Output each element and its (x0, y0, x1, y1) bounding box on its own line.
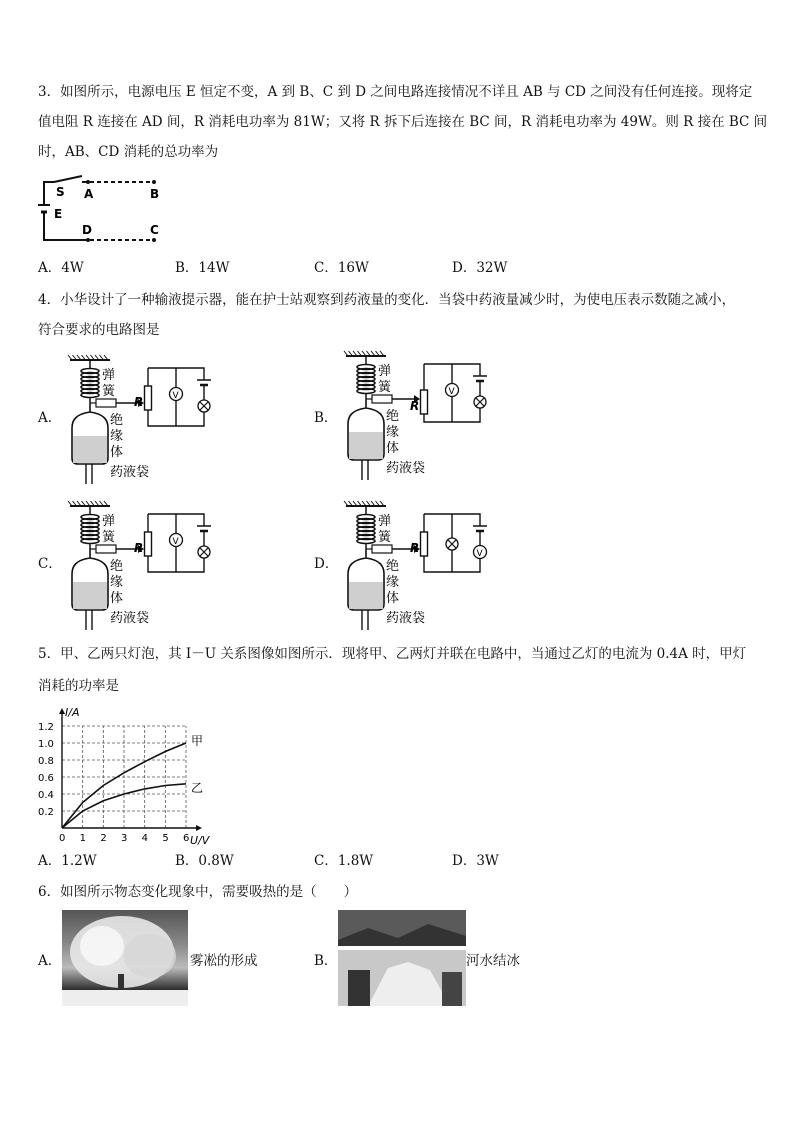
spring-label: 簧 (378, 530, 392, 545)
q5-stem-line2: 消耗的功率是 (38, 678, 119, 694)
spring-coil (357, 539, 375, 544)
q6-option-a-letter[interactable]: A． (38, 953, 62, 969)
insulator-label: 缘 (386, 575, 400, 590)
insulator-label: 体 (386, 591, 400, 606)
iu-chart (30, 700, 210, 847)
insulator-block (96, 545, 116, 553)
spring-coil (357, 389, 375, 394)
x-tick-label: 4 (141, 833, 149, 844)
y-tick-label: 0.8 (38, 756, 54, 767)
q4-circuit-b (342, 350, 492, 485)
q6-stem: 6．如图所示物态变化现象中，需要吸热的是（ ） (38, 884, 358, 900)
spring-label: 弹 (378, 514, 392, 529)
switch-label: S (56, 185, 65, 199)
insulator-block (96, 399, 116, 407)
liquid (73, 436, 107, 463)
q4-option-c-letter[interactable]: C． (38, 556, 62, 572)
resistor (421, 532, 428, 556)
insulator-label: 缘 (386, 425, 400, 440)
insulator-label: 绝 (110, 413, 124, 428)
q3-stem-line1: 3．如图所示，电源电压 E 恒定不变，A 到 B、C 到 D 之间电路连接情况不详且 AB 与 CD 之间没有任何连接。现将定 (38, 84, 753, 100)
q4-stem-line1: 4．小华设计了一种输液提示器，能在护士站观察到药液量的变化．当袋中药液量减少时，为使电压表示数随之减小， (38, 292, 736, 308)
series-label-1: 甲 (191, 734, 204, 748)
spring-coil (81, 393, 99, 398)
y-axis-label: I/A (65, 706, 80, 719)
x-tick-label: 5 (162, 833, 169, 844)
insulator-block (372, 395, 392, 403)
y-tick-label: 1.2 (38, 722, 54, 733)
resistor-label: R (134, 541, 144, 555)
insulator-label: 缘 (110, 429, 124, 444)
insulator-label: 体 (110, 591, 124, 606)
q4-option-d-letter[interactable]: D． (314, 556, 339, 572)
resistor (145, 386, 152, 410)
bag-label: 药液袋 (110, 611, 150, 626)
point-a-label: A (84, 187, 94, 201)
insulator-label: 绝 (386, 409, 400, 424)
liquid (73, 582, 107, 609)
voltmeter-label: V (172, 391, 179, 401)
y-tick-label: 0.6 (38, 773, 54, 784)
q5-stem-line1: 5．甲、乙两只灯泡，其 I－U 关系图像如图所示．现将甲、乙两灯并联在电路中，当通过乙灯的电流为 0.4A 时，甲灯 (38, 646, 747, 662)
q5-option-d[interactable]: D．3W (452, 853, 499, 869)
insulator-label: 体 (386, 441, 400, 456)
x-tick-label: 6 (183, 833, 190, 844)
voltmeter-label: V (476, 549, 483, 559)
q3-option-b[interactable]: B．14W (175, 260, 230, 276)
spring-label: 弹 (102, 368, 116, 383)
q4-stem-line2: 符合要求的电路图是 (38, 322, 160, 338)
series-label-2: 乙 (191, 780, 204, 795)
q3-option-d[interactable]: D．32W (452, 260, 508, 276)
q4-circuit-d (342, 500, 492, 635)
rime-photo (62, 910, 188, 1006)
insulator-block (372, 545, 392, 553)
q4-option-a-letter[interactable]: A． (38, 410, 62, 426)
x-axis-label: U/V (190, 834, 210, 847)
q6-option-a-caption: 雾凇的形成 (190, 953, 258, 969)
q3-circuit-diagram (36, 174, 171, 246)
spring-label: 弹 (378, 364, 392, 379)
q4-circuit-a (66, 354, 216, 489)
voltmeter-label: V (172, 537, 179, 547)
source-e-label: E (54, 207, 63, 221)
y-tick-label: 0.4 (38, 790, 54, 801)
spring-label: 簧 (378, 380, 392, 395)
y-tick-label: 0.2 (38, 807, 54, 818)
q5-option-a[interactable]: A．1.2W (38, 853, 97, 869)
resistor (421, 390, 428, 414)
y-tick-label: 1.0 (38, 739, 54, 750)
q4-circuit-c (66, 500, 216, 635)
spring-label: 簧 (102, 384, 116, 399)
x-tick-label: 0 (59, 833, 66, 844)
resistor-label: R (410, 399, 420, 413)
x-axis-arrow (196, 825, 202, 831)
chart-ticks (38, 722, 189, 844)
point-b-label: B (150, 187, 160, 201)
q6-option-b-caption: 河水结冰 (466, 953, 520, 969)
point-d-label: D (82, 223, 92, 237)
resistor-label: R (134, 395, 144, 409)
q3-option-c[interactable]: C．16W (314, 260, 369, 276)
q4-option-b-letter[interactable]: B． (314, 410, 338, 426)
chart-series (62, 734, 203, 828)
voltmeter-label: V (448, 387, 455, 397)
q3-stem-line3: 时，AB、CD 消耗的总功率为 (38, 144, 219, 160)
x-tick-label: 1 (79, 833, 87, 844)
point-c-label: C (150, 223, 159, 237)
resistor-label: R (410, 541, 420, 555)
q3-option-a[interactable]: A．4W (38, 260, 84, 276)
resistor (145, 532, 152, 556)
insulator-label: 绝 (386, 559, 400, 574)
liquid (349, 432, 383, 459)
q5-option-b[interactable]: B．0.8W (175, 853, 234, 869)
insulator-label: 体 (110, 445, 124, 460)
bag-label: 药液袋 (386, 461, 426, 476)
q5-option-c[interactable]: C．1.8W (314, 853, 374, 869)
insulator-label: 绝 (110, 559, 124, 574)
spring-coil (81, 539, 99, 544)
q6-option-b-letter[interactable]: B． (314, 953, 338, 969)
bag-label: 药液袋 (386, 611, 426, 626)
insulator-label: 缘 (110, 575, 124, 590)
q3-stem-line2: 值电阻 R 连接在 AD 间，R 消耗电功率为 81W；又将 R 拆下后连接在 BC 间，R 消耗电功率为 49W。则 R 接在 BC 间 (38, 114, 768, 130)
spring-label: 弹 (102, 514, 116, 529)
spring-label: 簧 (102, 530, 116, 545)
bag-label: 药液袋 (110, 465, 150, 480)
x-tick-label: 3 (121, 833, 128, 844)
liquid (349, 582, 383, 609)
x-tick-label: 2 (100, 833, 107, 844)
frozen-river-photo (338, 910, 466, 1006)
